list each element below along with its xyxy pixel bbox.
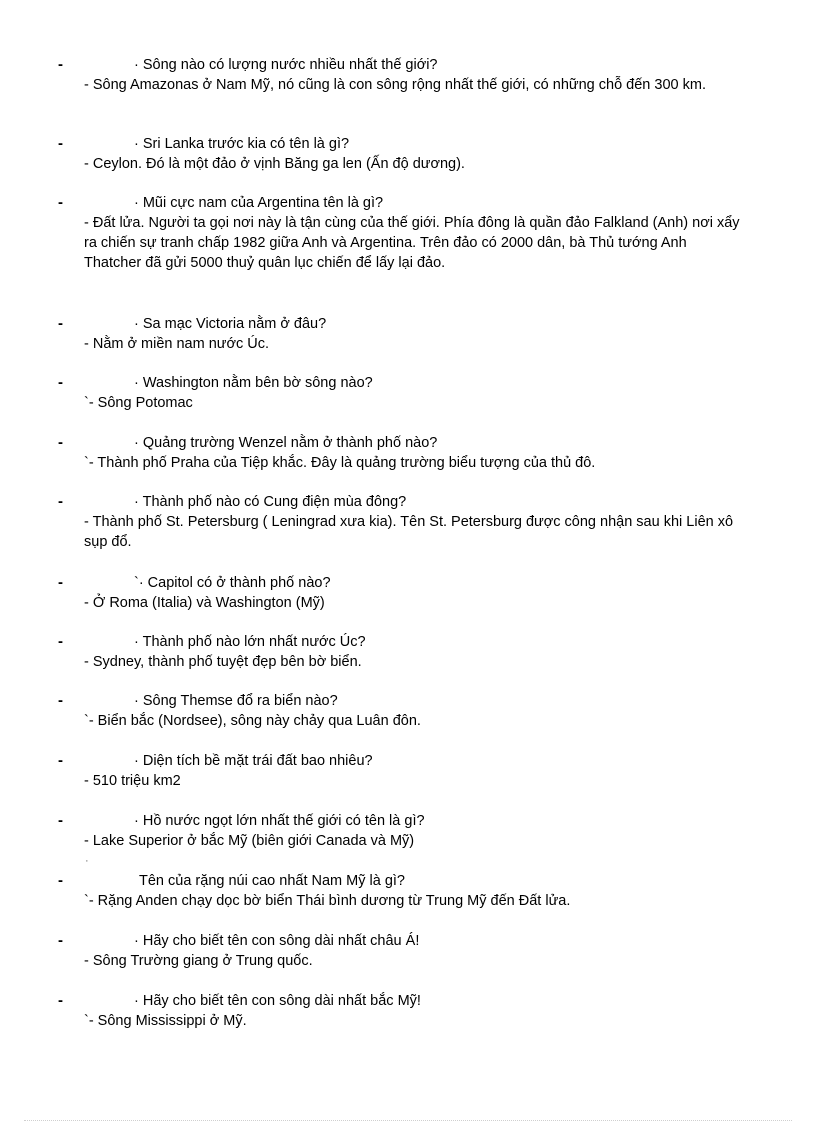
stray-mark: · (85, 855, 89, 867)
answer-text: - Ceylon. Đó là một đảo ở vịnh Băng ga len (Ấn độ dương). (84, 156, 465, 172)
answer-text: - Lake Superior ở bắc Mỹ (biên giới Canada và Mỹ) (84, 833, 415, 849)
bullet-dash: - (58, 692, 63, 709)
bullet-dash: - (58, 135, 63, 152)
question-text: · Hồ nước ngọt lớn nhất thế giới có tên là gì? (134, 813, 425, 829)
bullet-dash: - (58, 812, 63, 829)
bullet-dash: - (58, 194, 63, 211)
bullet-dash: - (58, 374, 63, 391)
question-text: Tên của rặng núi cao nhất Nam Mỹ là gì? (139, 873, 405, 889)
bullet-dash: - (58, 992, 63, 1009)
answer-text: - Ở Roma (Italia) và Washington (Mỹ) (84, 595, 325, 611)
bullet-dash: - (58, 434, 63, 451)
answer-text: - Thành phố St. Petersburg ( Leningrad xưa kia). Tên St. Petersburg được công nhận sau khi Liên xô sụp đổ. (84, 514, 734, 550)
answer-text: `- Sông Potomac (84, 395, 193, 411)
question-text: · Sri Lanka trước kia có tên là gì? (134, 136, 350, 152)
bullet-dash: - (58, 315, 63, 332)
bullet-dash: - (58, 574, 63, 591)
answer-text: - Sông Trường giang ở Trung quốc. (84, 953, 313, 969)
answer-text: `- Rặng Anden chạy dọc bờ biển Thái bình dương từ Trung Mỹ đến Đất lửa. (84, 893, 571, 909)
answer-text: `- Thành phố Praha của Tiệp khắc. Đây là quảng trường biểu tượng của thủ đô. (84, 455, 596, 471)
answer-text: - Sydney, thành phố tuyệt đẹp bên bờ biển. (84, 654, 362, 670)
question-text: · Thành phố nào có Cung điện mùa đông? (134, 494, 407, 510)
page-bottom-divider (24, 1120, 792, 1121)
question-text: · Quảng trường Wenzel nằm ở thành phố nào? (134, 435, 438, 451)
question-text: · Hãy cho biết tên con sông dài nhất châu Á! (134, 933, 420, 949)
answer-text: - Nằm ở miền nam nước Úc. (84, 336, 270, 352)
question-text: · Diện tích bề mặt trái đất bao nhiêu? (134, 753, 373, 769)
question-text: · Hãy cho biết tên con sông dài nhất bắc Mỹ! (134, 993, 421, 1009)
bullet-dash: - (58, 932, 63, 949)
question-text: · Thành phố nào lớn nhất nước Úc? (134, 634, 366, 650)
answer-text: `- Sông Mississippi ở Mỹ. (84, 1013, 247, 1029)
question-text: · Sông nào có lượng nước nhiều nhất thế giới? (134, 57, 438, 73)
question-text: `· Capitol có ở thành phố nào? (134, 575, 331, 591)
question-text: · Washington nằm bên bờ sông nào? (134, 375, 373, 391)
question-text: · Mũi cực nam của Argentina tên là gì? (134, 195, 384, 211)
question-text: · Sông Themse đổ ra biển nào? (134, 693, 338, 709)
bullet-dash: - (58, 633, 63, 650)
answer-text: - Đất lửa. Người ta gọi nơi này là tận cùng của thế giới. Phía đông là quần đảo Falkland (Anh) nơi xẩy ra chiến sự tranh chấp 1982 giữa Anh và Argentina. Trên đảo có 2000 dân, bà Thủ tướng Anh Thatcher đã gửi 5000 thuỷ quân lục chiến để lấy lại đảo. (84, 215, 740, 271)
bullet-dash: - (58, 872, 63, 889)
answer-text: - 510 triệu km2 (84, 773, 181, 789)
question-text: · Sa mạc Victoria nằm ở đâu? (134, 316, 327, 332)
answer-text: - Sông Amazonas ở Nam Mỹ, nó cũng là con sông rộng nhất thế giới, có những chỗ đến 300 km. (84, 77, 706, 93)
bullet-dash: - (58, 752, 63, 769)
answer-text: `- Biển bắc (Nordsee), sông này chảy qua Luân đôn. (84, 713, 421, 729)
bullet-dash: - (58, 56, 63, 73)
bullet-dash: - (58, 493, 63, 510)
